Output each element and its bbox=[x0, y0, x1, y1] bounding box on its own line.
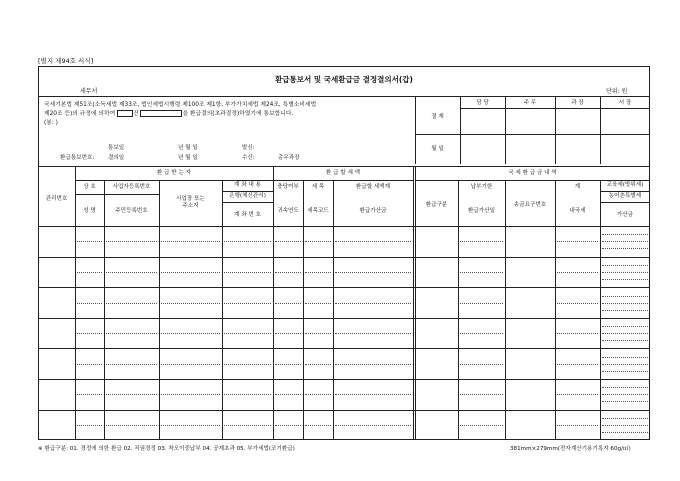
row-divider bbox=[224, 364, 271, 365]
count-box bbox=[117, 110, 133, 117]
row-divider bbox=[106, 394, 157, 395]
row-divider bbox=[335, 425, 411, 426]
row-divider bbox=[602, 425, 648, 426]
row-divider bbox=[224, 394, 271, 395]
row-divider bbox=[602, 364, 648, 365]
approval-left-border bbox=[415, 96, 416, 164]
resident-no-header: 주민등록번호 bbox=[115, 208, 148, 214]
refund-type-header: 환급구분 bbox=[425, 202, 448, 208]
row-divider bbox=[224, 241, 271, 242]
resolution-day-ymd: 년 월 일 bbox=[178, 155, 198, 161]
row-divider bbox=[305, 425, 331, 426]
bank-header: 은행(체신관서) bbox=[229, 193, 266, 199]
row-divider bbox=[335, 272, 411, 273]
row-divider bbox=[602, 340, 648, 341]
row-divider bbox=[275, 425, 301, 426]
edu-tax-header: 교육세(방위세) bbox=[606, 182, 644, 188]
tax-office-label: 세무서 bbox=[80, 88, 98, 95]
national-refund-header: 국 세 환 급 금 내 역 bbox=[508, 170, 557, 176]
mgmt-no-header: 관리번호 bbox=[45, 196, 68, 202]
row-divider bbox=[161, 333, 220, 334]
row-divider bbox=[305, 333, 331, 334]
refund-amount-header: 환급가산금 bbox=[359, 208, 387, 214]
row-divider bbox=[602, 248, 648, 249]
company-name-header: 상 호 bbox=[83, 184, 96, 190]
page-title: 환급통보서 및 국세환급금 결정결의서(갑) bbox=[275, 75, 413, 84]
row-divider bbox=[335, 241, 411, 242]
row-divider bbox=[557, 272, 598, 273]
row-divider bbox=[305, 303, 331, 304]
row-divider bbox=[77, 333, 102, 334]
recipient-header: 환 급 받 는 자 bbox=[156, 170, 192, 176]
refund-date-header: 환급가산일 bbox=[467, 208, 496, 214]
row-divider bbox=[602, 303, 648, 304]
refund-tax-header: 환 급 할 세 액 bbox=[325, 170, 361, 176]
seal-label: 월 일 bbox=[431, 146, 444, 152]
row-divider bbox=[224, 303, 271, 304]
row-divider bbox=[106, 272, 157, 273]
row-divider bbox=[460, 272, 503, 273]
row-divider bbox=[77, 394, 102, 395]
row-divider bbox=[106, 333, 157, 334]
notice-line-3: (봉: ) bbox=[44, 120, 58, 126]
address-header: 사업장 또는 주소지 bbox=[176, 196, 205, 209]
unit-label: 단위: 원 bbox=[606, 88, 628, 95]
row-divider bbox=[305, 394, 331, 395]
row-divider bbox=[602, 432, 648, 433]
row-divider bbox=[77, 425, 102, 426]
row-divider bbox=[460, 394, 503, 395]
row-divider bbox=[602, 279, 648, 280]
footer-paper: 381mm×279mm(전자계산기용기록지 60g/㎡) bbox=[510, 446, 631, 452]
row-divider bbox=[557, 394, 598, 395]
refund-sum-header: 환급할 세액계 bbox=[355, 184, 391, 190]
row-divider bbox=[161, 303, 220, 304]
add-amount-header: 가산금 bbox=[616, 212, 634, 218]
table-top-border bbox=[38, 166, 650, 167]
national-tax-header: 내국세 bbox=[569, 208, 586, 214]
row-divider bbox=[106, 425, 157, 426]
amount-box bbox=[140, 110, 182, 117]
row-divider bbox=[275, 394, 301, 395]
row-divider bbox=[77, 364, 102, 365]
table-row bbox=[38, 348, 650, 349]
row-divider bbox=[557, 364, 598, 365]
row-divider bbox=[602, 326, 648, 327]
notice-line-1: 국세기본법 제51조(소득세법 제33조, 법인세법시행령 제100조 제1항, 부가가치세법 제24조, 특별소비세법 bbox=[44, 102, 317, 108]
row-divider bbox=[602, 387, 648, 388]
row-divider bbox=[460, 364, 503, 365]
notice-text bbox=[44, 101, 404, 128]
person-name-header: 성 명 bbox=[83, 208, 96, 214]
row-divider bbox=[460, 241, 503, 242]
row-divider bbox=[602, 296, 648, 297]
resolution-day-label: 결의일 bbox=[108, 155, 125, 161]
row-divider bbox=[275, 241, 301, 242]
notice-line-2: 제20조 등)의 규정에 의하여 건 을 환급결의(초과결정)하였기에 통보합니다. bbox=[44, 111, 294, 117]
tax-code-header: 세목코드 bbox=[307, 208, 329, 214]
row-divider bbox=[602, 234, 648, 235]
account-header: 계 좌 내 용 bbox=[234, 182, 261, 188]
row-divider bbox=[602, 265, 648, 266]
row-divider bbox=[335, 394, 411, 395]
approval-header-1: 담 당 bbox=[476, 100, 489, 106]
item-header: 세 목 bbox=[311, 184, 325, 190]
total-header: 계 bbox=[574, 184, 581, 190]
table-row bbox=[38, 257, 650, 258]
row-divider bbox=[305, 241, 331, 242]
notify-day-ymd: 년 월 일 bbox=[178, 145, 198, 151]
row-divider bbox=[305, 364, 331, 365]
row-divider bbox=[602, 357, 648, 358]
filed-header: 충당여부 bbox=[277, 184, 299, 190]
form-label: [별지 제94호 서식] bbox=[38, 57, 94, 65]
table-row bbox=[38, 287, 650, 288]
approval-header-4: 서 장 bbox=[618, 100, 632, 106]
rural-tax-header: 농어촌특별세 bbox=[608, 193, 642, 199]
biz-no-header: 사업자등록번호 bbox=[112, 184, 151, 190]
table-row bbox=[38, 318, 650, 319]
row-divider bbox=[602, 401, 648, 402]
notify-day-label: 통보일 bbox=[108, 145, 125, 151]
row-divider bbox=[161, 425, 220, 426]
row-divider bbox=[602, 310, 648, 311]
row-divider bbox=[602, 333, 648, 334]
row-divider bbox=[557, 425, 598, 426]
row-divider bbox=[161, 272, 220, 273]
row-divider bbox=[106, 303, 157, 304]
approval-label: 결 재 bbox=[431, 114, 444, 120]
row-divider bbox=[602, 371, 648, 372]
request-no-header: 송금요구번호 bbox=[513, 202, 547, 208]
row-divider bbox=[275, 333, 301, 334]
row-divider bbox=[602, 394, 648, 395]
row-divider bbox=[335, 333, 411, 334]
row-divider bbox=[77, 241, 102, 242]
due-header: 납부기한 bbox=[470, 184, 493, 190]
row-divider bbox=[305, 272, 331, 273]
row-divider bbox=[275, 364, 301, 365]
row-divider bbox=[335, 303, 411, 304]
row-divider bbox=[460, 425, 503, 426]
row-divider bbox=[224, 333, 271, 334]
row-divider bbox=[224, 272, 271, 273]
row-divider bbox=[77, 303, 102, 304]
row-divider bbox=[335, 364, 411, 365]
approval-header-3: 과 장 bbox=[571, 100, 584, 106]
row-divider bbox=[77, 272, 102, 273]
row-divider bbox=[275, 272, 301, 273]
row-divider bbox=[161, 364, 220, 365]
row-divider bbox=[602, 241, 648, 242]
row-divider bbox=[460, 303, 503, 304]
row-divider bbox=[557, 303, 598, 304]
row-divider bbox=[161, 394, 220, 395]
notice-no-label: 환급통보번호: bbox=[60, 155, 95, 161]
row-divider bbox=[106, 241, 157, 242]
approval-header-2: 주 무 bbox=[523, 100, 537, 106]
row-divider bbox=[602, 418, 648, 419]
received-label: 수신: bbox=[242, 155, 255, 161]
row-divider bbox=[602, 272, 648, 273]
account-no-header: 계 좌 번 호 bbox=[234, 212, 261, 218]
year-header: 귀속연도 bbox=[277, 208, 299, 214]
row-divider bbox=[275, 303, 301, 304]
row-divider bbox=[557, 333, 598, 334]
row-divider bbox=[224, 425, 271, 426]
row-divider bbox=[557, 241, 598, 242]
footer-note: ※ 환급구분: 01. 경정에 의한 환급 02. 직권경정 03. 착오이중납부 04. 공제초과 05. 부가세법(조기환급) bbox=[38, 446, 295, 452]
row-divider bbox=[460, 333, 503, 334]
header-divider bbox=[38, 96, 650, 97]
table-row bbox=[38, 379, 650, 380]
dept-label: 총무과장 bbox=[278, 155, 300, 161]
sent-label: 발신: bbox=[242, 145, 255, 151]
table-header-bottom bbox=[38, 226, 650, 227]
row-divider bbox=[161, 241, 220, 242]
table-row bbox=[38, 410, 650, 411]
row-divider bbox=[106, 364, 157, 365]
